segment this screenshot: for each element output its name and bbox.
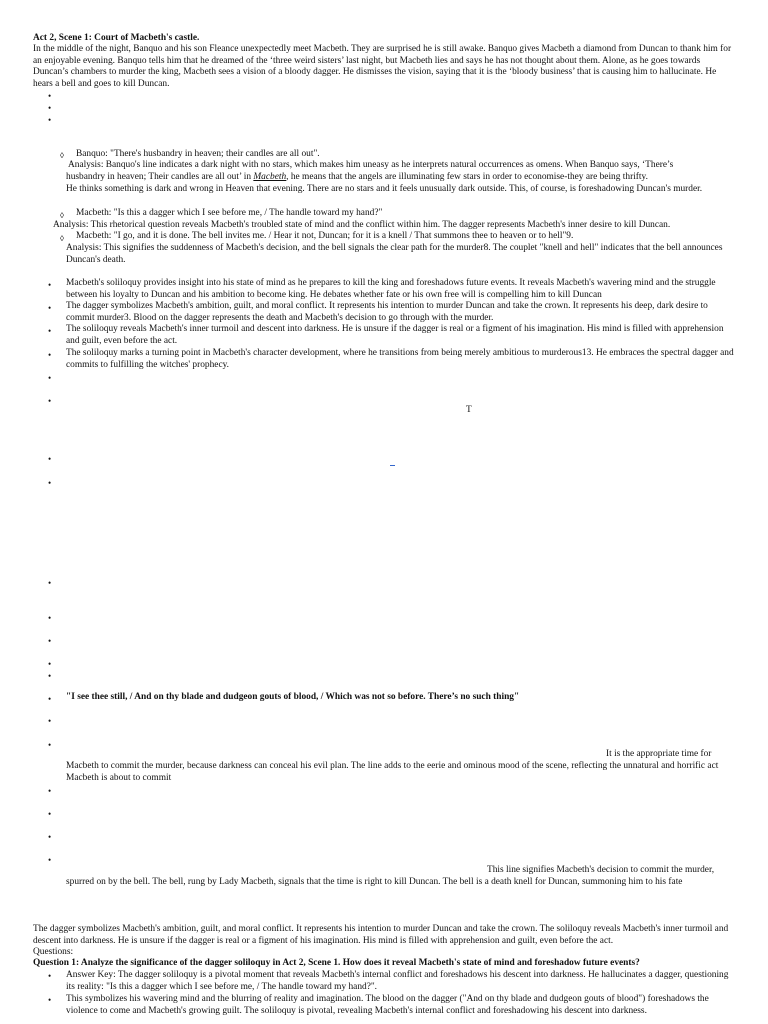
empty-bullet: •	[48, 478, 52, 488]
analysis-banquo-line1: Analysis: Banquo's line indicates a dark night with no stars, which makes him uneasy as he interprets natural occurrences as omens. When Banquo says, ‘There’s	[68, 160, 674, 170]
list-bullet: •	[48, 303, 52, 313]
diamond-bullet: ◊	[60, 211, 64, 220]
empty-bullet: •	[48, 671, 52, 681]
empty-bullet: •	[48, 91, 52, 101]
list-item: Macbeth's soliloquy provides insight into his state of mind as he prepares to kill the king and foreshadows future events. It reveals Macbeth's wavering mind and the struggle between his loyalty to Duncan and his ambition to become king. He debates whether fate or his own free will is compelling him to kill Duncan	[66, 278, 716, 300]
list-bullet: •	[48, 350, 52, 360]
list-bullet: •	[48, 326, 52, 336]
quote-banquo: Banquo: "There's husbandry in heaven; their candles are all out".	[76, 149, 320, 159]
scene-heading: Act 2, Scene 1: Court of Macbeth's castle.	[33, 33, 200, 43]
empty-bullet: •	[48, 115, 52, 125]
empty-bullet: •	[48, 454, 52, 464]
quote-dagger: Macbeth: "Is this a dagger which I see before me, / The handle toward my hand?"	[76, 208, 383, 218]
empty-bullet: •	[48, 786, 52, 796]
empty-bullet: •	[48, 659, 52, 669]
empty-bullet: •	[48, 832, 52, 842]
closing-paragraph: The dagger symbolizes Macbeth's ambition, guilt, and moral conflict. It represents his intention to murder Duncan and take the crown. The soliloquy reveals Macbeth's inner turmoil and descent into darkness. He is unsure if the dagger is real or a figment of his imagination. His mind is filled with apprehension and guilt, even before the act.	[33, 924, 729, 946]
empty-bullet: •	[48, 740, 52, 750]
empty-bullet: •	[48, 636, 52, 646]
list-item: The dagger symbolizes Macbeth's ambition, guilt, and moral conflict. It represents his intention to murder Duncan and take the crown. It represents his deep, dark desire to commit murder3. Blood on the dagger represents the death and Macbeth's decision to go through with the murder.	[66, 301, 708, 323]
diamond-bullet: ◊	[60, 234, 64, 243]
list-bullet: •	[48, 971, 52, 981]
questions-label: Questions:	[33, 947, 74, 957]
list-bullet: •	[48, 995, 52, 1005]
list-bullet: •	[48, 694, 52, 704]
diamond-bullet: ◊	[60, 151, 64, 160]
answer-1: Answer Key: The dagger soliloquy is a pivotal moment that reveals Macbeth's internal conflict and foreshadows his descent into darkness. He hallucinates a dagger, questioning its reality: "Is this a dagger which I see before me, / The handle toward my hand?".	[66, 970, 729, 992]
empty-bullet: •	[48, 613, 52, 623]
answer-2: This symbolizes his wavering mind and the blurring of reality and imagination. The blood on the dagger ("And on thy blade and dudgeon gouts of blood") foreshadows the violence to come and Macbeth's growing guilt. The soliloquy is pivotal, revealing Macbeth's internal conflict and foreshadowing his descent into darkness.	[66, 994, 709, 1016]
analysis-bell: Analysis: This signifies the suddenness of Macbeth's decision, and the bell signals the clear path for the murder8. The couplet "knell and hell" indicates that the bell announces Duncan's death.	[66, 243, 723, 265]
list-item: The soliloquy reveals Macbeth's inner turmoil and descent into darkness. He is unsure if the dagger is real or a figment of his imagination. His mind is filled with apprehension and guilt, even before the act.	[66, 324, 724, 346]
empty-bullet: •	[48, 855, 52, 865]
empty-bullet: •	[48, 809, 52, 819]
work-title: Macbeth	[253, 172, 287, 182]
question-1: Question 1: Analyze the significance of the dagger soliloquy in Act 2, Scene 1. How does it reveal Macbeth's state of mind and foreshadow future events?	[33, 958, 640, 968]
bell-note: spurred on by the bell. The bell, rung by Lady Macbeth, signals that the time is right to kill Duncan. The bell is a death knell for Duncan, summoning him to his fate	[66, 877, 683, 887]
analysis-banquo-line2: husbandry in heaven; Their candles are all out’ in Macbeth, he means that the angels are illuminating few stars in order to economise-they are being thrifty.	[66, 172, 648, 182]
link-underline[interactable]	[390, 465, 395, 466]
empty-bullet: •	[48, 716, 52, 726]
bell-note-lead: This line signifies Macbeth's decision to commit the murder,	[487, 865, 715, 875]
list-bullet: •	[48, 280, 52, 290]
empty-bullet: •	[48, 578, 52, 588]
empty-bullet: •	[48, 103, 52, 113]
quote-bell: Macbeth: "I go, and it is done. The bell invites me. / Hear it not, Duncan; for it is a knell / That summons thee to heaven or to hell"9.	[76, 231, 574, 241]
empty-bullet: •	[48, 396, 52, 406]
empty-bullet: •	[48, 373, 52, 383]
list-item: The soliloquy marks a turning point in Macbeth's character development, where he transitions from being merely ambitious to murderous13. He embraces the spectral dagger and commits to fulfilling the witches' prophecy.	[66, 348, 734, 370]
analysis-dagger: Analysis: This rhetorical question reveals Macbeth's troubled state of mind and the conflict within him. The dagger represents Macbeth's inner desire to kill Duncan.	[53, 220, 671, 230]
quote-blood: "I see thee still, / And on thy blade and dudgeon gouts of blood, / Which was not so before. There’s no such thing"	[66, 692, 520, 702]
stray-letter: T	[466, 405, 472, 415]
scene-summary: In the middle of the night, Banquo and his son Fleance unexpectedly meet Macbeth. They are surprised he is still awake. Banquo gives Macbeth a diamond from Duncan to thank him for an enjoyable evening. Banquo tells him that he dreamed of the ‘three weird sisters’ last night, but Macbeth lies and says he has not thought about them. Alone, as he goes towards Duncan’s chambers to murder the king, Macbeth sees a vision of a bloody dagger. He dismisses the vision, saying that it is the ‘bloody business’ that is causing him to hallucinate. He hears a bell and goes to kill Duncan.	[33, 44, 732, 89]
darkness-note: Macbeth to commit the murder, because darkness can conceal his evil plan. The line adds to the eerie and ominous mood of the scene, reflecting the unnatural and horrific act Macbeth is about to commit	[66, 761, 719, 783]
analysis-banquo-line3: He thinks something is dark and wrong in Heaven that evening. There are no stars and it feels unusually dark outside. This, of course, is foreshadowing Duncan's murder.	[66, 184, 703, 194]
darkness-note-lead: It is the appropriate time for	[606, 749, 712, 759]
